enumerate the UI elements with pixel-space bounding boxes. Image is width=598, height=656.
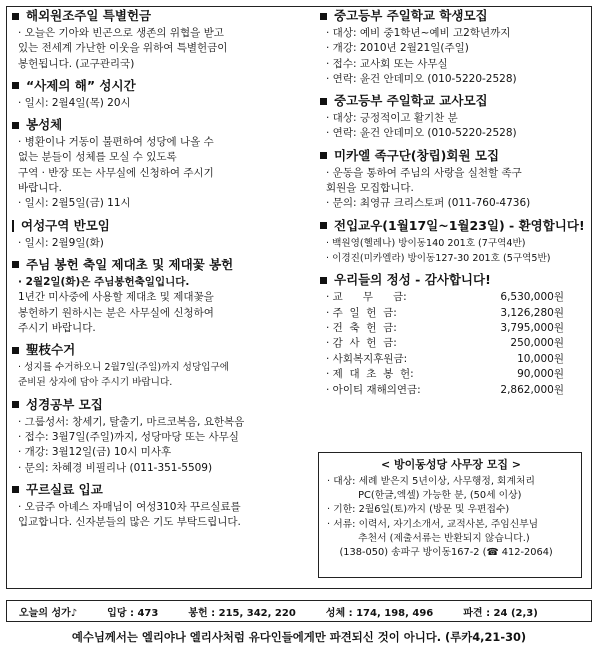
offering-label: · 아이티 재해의연금: [326, 383, 421, 396]
section-line: · 일시: 2월9일(화) [18, 236, 104, 249]
section-women-meeting [12, 218, 302, 251]
offering-label: · 교 무 금: [326, 291, 407, 304]
offering-row [326, 321, 590, 336]
offering-label: · 사회복지후원금: [326, 352, 408, 365]
bullet-square-icon [12, 82, 19, 89]
section-line: · 문의: 차혜경 비필리나 (011-351-5509) [18, 461, 213, 474]
section-title: “사제의 해” 성시간 [26, 77, 136, 93]
section-title: 중고등부 주일학교 학생모집 [334, 8, 488, 23]
section-offering [320, 272, 590, 398]
offering-amount: 250,000원 [510, 337, 564, 350]
offering-row [326, 290, 590, 305]
section-footvolley-club [320, 148, 590, 212]
hymn-recessional: 파견 : 24 (2,3) [463, 607, 538, 619]
section-line: · 접수: 3월7일(주일)까지, 성당마당 또는 사무실 [18, 431, 239, 444]
hymn-entrance: 입당 : 473 [107, 607, 159, 619]
section-palm-collection [12, 342, 302, 391]
bullet-square-icon [12, 122, 19, 129]
recruit-box-title: < 방이동성당 사무장 모집 > [380, 458, 521, 471]
section-line: 없는 분들이 성체를 모실 수 있도록 [18, 151, 177, 164]
section-line: · 그룹성서: 창세기, 탈출기, 마르코복음, 요한복음 [18, 415, 245, 428]
bullet-square-icon [320, 98, 327, 105]
left-column [12, 6, 302, 537]
section-line: 바랍니다. [18, 182, 62, 195]
section-line: · 오늘은 기아와 빈곤으로 생존의 위협을 받고 [18, 27, 224, 39]
bullet-square-icon [320, 13, 327, 20]
offering-label: · 건 축 헌 금: [326, 322, 397, 335]
section-line: · 대상: 긍정적이고 활기찬 분 [326, 112, 458, 125]
section-line: 봉헌됩니다. (교구관리국) [18, 57, 135, 70]
offering-row [326, 352, 590, 367]
hymn-bar [6, 600, 592, 622]
section-line: · 오금주 아녜스 자매님이 여성310차 꾸르실료를 [18, 500, 241, 513]
recruit-line: · 서류: 이력서, 자기소개서, 교적사본, 주임신부님 [327, 518, 539, 530]
bullet-bar-icon [12, 220, 14, 232]
offering-amount: 2,862,000원 [500, 383, 564, 396]
offering-amount: 90,000원 [517, 368, 564, 381]
section-line: · 운동을 통하여 주님의 사랑을 실천할 족구 [326, 166, 522, 179]
section-new-parishioners [320, 218, 590, 267]
bullet-square-icon [320, 277, 327, 284]
section-line: 봉헌하기 원하시는 분은 사무실에 신청하여 [18, 306, 214, 319]
section-title: 봉성체 [26, 117, 63, 133]
section-communion-sick [12, 117, 302, 211]
offering-row [326, 383, 590, 398]
bullet-square-icon [320, 222, 327, 229]
section-candle-offering [12, 257, 302, 336]
offering-row [326, 336, 590, 351]
recruit-line: · 대상: 세례 받은지 5년이상, 사무행정, 회계처리 [327, 476, 535, 487]
section-teacher-recruit [320, 93, 590, 142]
section-line: 1년간 미사중에 사용할 제대초 및 제대꽃을 [18, 291, 214, 304]
section-line: · 병환이나 거동이 불편하여 성당에 나올 수 [18, 136, 214, 149]
offering-amount: 3,795,000원 [500, 322, 564, 335]
bullet-square-icon [12, 261, 19, 268]
section-title: 우리들의 정성 - 감사합니다! [334, 272, 491, 288]
bullet-square-icon [320, 152, 327, 159]
section-overseas-aid [12, 8, 302, 72]
section-line: · 연락: 윤건 안데미오 (010-5220-2528) [326, 72, 517, 85]
section-title: 해외원조주일 특별헌금 [26, 8, 152, 23]
section-title: 성경공부 모집 [26, 396, 103, 412]
hymn-label: 오늘의 성가♪ [19, 607, 78, 619]
section-line: 구역 · 반장 또는 사무실에 신청하여 주시기 [18, 166, 214, 179]
section-line: · 문의: 최영규 크리스토퍼 (011-760-4736) [326, 197, 531, 210]
offering-amount: 6,530,000원 [500, 291, 564, 304]
section-title: 중고등부 주일학교 교사모집 [334, 93, 488, 109]
offering-amount: 10,000원 [517, 352, 564, 365]
recruit-line: 추천서 (제출서류는 반환되지 않습니다.) [327, 532, 530, 544]
section-line: · 백원영(헬레나) 방이동140 201호 (7구역4반) [326, 237, 526, 249]
section-line: · 이경진(미카엘라) 방이동127-30 201호 (5구역5반) [326, 252, 551, 264]
section-line: · 개강: 3월12일(금) 10시 미사후 [18, 446, 172, 459]
section-line: 입교합니다. 신자분들의 많은 기도 부탁드립니다. [18, 516, 241, 529]
section-title: 주님 봉헌 축일 제대초 및 제대꽃 봉헌 [26, 256, 234, 272]
section-title: 미카엘 족구단(창립)회원 모집 [334, 147, 500, 163]
section-line: 준비된 상자에 담아 주시기 바랍니다. [18, 377, 173, 389]
section-line: · 일시: 2월5일(금) 11시 [18, 197, 131, 210]
offering-row [326, 306, 590, 321]
offering-amount: 3,126,280원 [500, 306, 564, 319]
offering-label: · 감 사 헌 금: [326, 337, 397, 350]
section-holy-hour [12, 78, 302, 111]
section-title: 전입교우(1월17일~1월23일) - 환영합니다! [334, 217, 585, 233]
section-title: 여성구역 반모임 [21, 217, 110, 233]
office-manager-recruit-box [318, 452, 582, 578]
section-line: · 개강: 2010년 2월21일(주일) [326, 42, 469, 55]
section-bible-study [12, 397, 302, 476]
offering-label: · 주 일 헌 금: [326, 306, 397, 319]
offering-row [326, 367, 590, 382]
recruit-line: (138-050) 송파구 방이동167-2 (☎ 412-2064) [327, 547, 553, 559]
section-line: · 접수: 교사회 또는 사무실 [326, 57, 448, 70]
bullet-square-icon [12, 347, 19, 354]
hymn-offertory: 봉헌 : 215, 342, 220 [188, 607, 296, 619]
section-title: 꾸르실료 입교 [26, 481, 103, 497]
section-line: · 대상: 예비 중1학년~예비 고2학년까지 [326, 27, 511, 39]
section-line: · 일시: 2월4일(목) 20시 [18, 96, 131, 109]
scripture-verse: 예수님께서는 엘리야나 엘리사처럼 유다인들에게만 파견되신 것이 아니다. (루카4,21-30) [71, 630, 527, 644]
section-line: 있는 전세계 가난한 이웃을 위하여 특별헌금이 [18, 42, 228, 55]
recruit-line: PC(한글,엑셀) 가능한 분, (50세 이상) [327, 490, 522, 502]
section-line: 회원을 모집합니다. [326, 182, 414, 195]
section-line: 주시기 바랍니다. [18, 321, 96, 334]
right-column [320, 6, 590, 404]
bullet-square-icon [12, 13, 19, 20]
section-cursillo [12, 482, 302, 531]
section-line: · 연락: 윤건 안데미오 (010-5220-2528) [326, 127, 517, 140]
section-line: · 2월2일(화)은 주님봉헌축일입니다. [18, 275, 190, 288]
recruit-line: · 기한: 2월6일(토)까지 (방문 및 우편접수) [327, 504, 510, 516]
hymn-communion: 성체 : 174, 198, 496 [325, 607, 434, 619]
bullet-square-icon [12, 401, 19, 408]
offering-label: · 제 대 초 봉 헌: [326, 368, 414, 381]
section-student-recruit [320, 8, 590, 87]
section-title: 聖枝수거 [26, 342, 76, 358]
section-line: · 성지를 수거하오니 2월7일(주일)까지 성당입구에 [18, 362, 230, 374]
bullet-square-icon [12, 486, 19, 493]
